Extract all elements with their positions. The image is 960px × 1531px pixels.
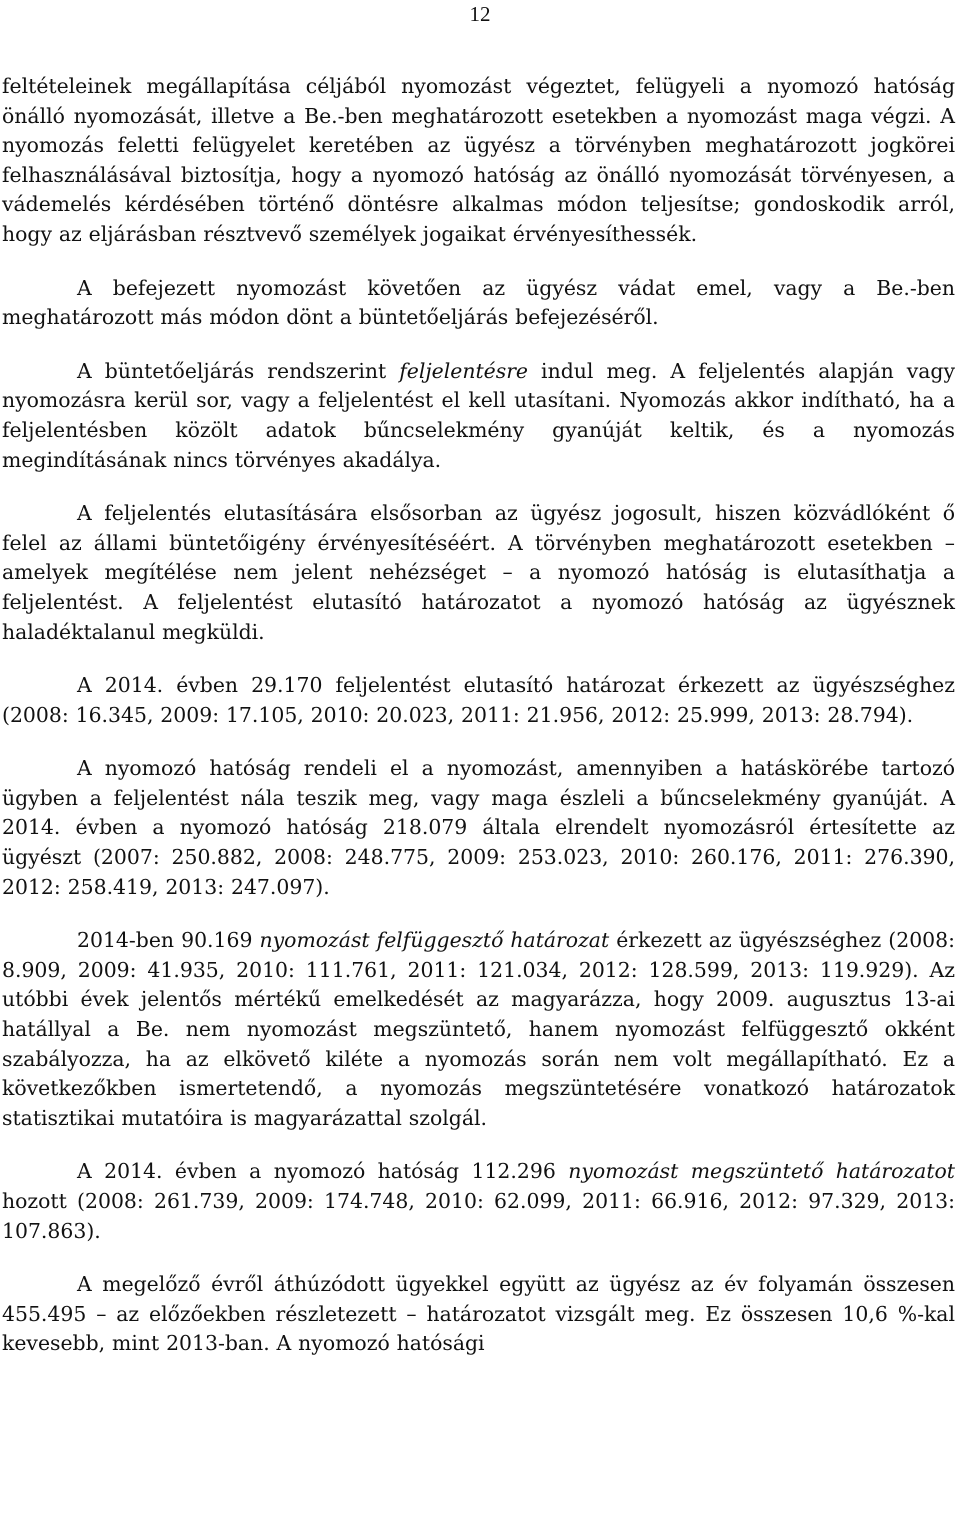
paragraph-7-text-b: érkezett az ügyészséghez (2008: 8.909, 2009: 41.935, 2010: 111.761, 2011: 121.034, 2012: 128.599, 2013: 119.929). Az utóbbi évek jelentős mértékű emelkedését az magyarázza, hogy 2009. augusztus 13-ai hatállyal a Be. nem nyomozást megszüntető, hanem nyomozást felfüggesztő okként szabályozza, ha az elkövető kiléte a nyomozás során nem volt megállapítható. Ez a következőkben ismertetendő, a nyomozás megszüntetésére vonatkozó határozatok statisztikai mutatóira is magyarázattal szolgál. bbox=[2, 928, 955, 1130]
paragraph-7-emphasis: nyomozást felfüggesztő határozat bbox=[259, 928, 610, 953]
paragraph-8 bbox=[2, 1157, 955, 1246]
paragraph-5 bbox=[2, 671, 955, 730]
paragraph-5-text: A 2014. évben 29.170 feljelentést elutasító határozat érkezett az ügyészséghez (2008: 16.345, 2009: 17.105, 2010: 20.023, 2011: 21.956, 2012: 25.999, 2013: 28.794). bbox=[2, 673, 955, 727]
paragraph-8-text-a: A 2014. évben a nyomozó hatóság 112.296 bbox=[77, 1159, 569, 1184]
paragraph-3 bbox=[2, 357, 955, 475]
paragraph-3-emphasis: feljelentésre bbox=[399, 358, 529, 383]
paragraph-9-text: A megelőző évről áthúzódott ügyekkel együtt az ügyész az év folyamán összesen 455.495 – az előzőekben részletezett – határozatot vizsgált meg. Ez összesen 10,6 %-kal kevesebb, mint 2013-ban. A nyomozó hatósági bbox=[2, 1272, 955, 1356]
paragraph-8-text-b: hozott (2008: 261.739, 2009: 174.748, 2010: 62.099, 2011: 66.916, 2012: 97.329, 2013: 107.863). bbox=[2, 1189, 955, 1243]
paragraph-1-text: feltételeinek megállapítása céljából nyomozást végeztet, felügyeli a nyomozó hatóság önálló nyomozását, illetve a Be.-ben meghatározott esetekben a nyomozást maga végzi. A nyomozás feletti felügyelet keretében az ügyész a törvényben meghatározott jogkörei felhasználásával biztosítja, hogy a nyomozó hatóság az önálló nyomozását törvényesen, a vádemelés kérdésében történő döntésre alkalmas módon teljesítse; gondoskodik arról, hogy az eljárásban résztvevő személyek jogaikat érvényesíthessék. bbox=[2, 74, 955, 246]
paragraph-4-text: A feljelentés elutasítására elsősorban az ügyész jogosult, hiszen közvádlóként ő felel az állami büntetőigény érvényesítéséért. A törvényben meghatározott esetekben – amelyek megítélése nem jelent nehézséget – a nyomozó hatóság is elutasíthatja a feljelentést. A feljelentést elutasító határozatot a nyomozó hatóság az ügyésznek haladéktalanul megküldi. bbox=[2, 501, 955, 644]
paragraph-6 bbox=[2, 754, 955, 902]
paragraph-9 bbox=[2, 1270, 955, 1359]
paragraph-2 bbox=[2, 274, 955, 333]
paragraph-2-text: A befejezett nyomozást követően az ügyész vádat emel, vagy a Be.-ben meghatározott más módon dönt a büntetőeljárás befejezéséről. bbox=[2, 275, 955, 330]
paragraph-4 bbox=[2, 499, 955, 647]
paragraph-8-emphasis: nyomozást megszüntető határozatot bbox=[568, 1159, 955, 1184]
paragraph-1 bbox=[2, 72, 955, 250]
paragraph-3-text-b: indul meg. A feljelentés alapján vagy nyomozásra kerül sor, vagy a feljelentést el kell utasítani. Nyomozás akkor indítható, ha a feljelentésben közölt adatok bűncselekmény gyanúját keltik, és a nyomozás megindításának nincs törvényes akadálya. bbox=[2, 358, 956, 472]
paragraph-3-text-a: A büntetőeljárás rendszerint bbox=[77, 358, 400, 383]
paragraph-6-text: A nyomozó hatóság rendeli el a nyomozást, amennyiben a hatáskörébe tartozó ügyben a feljelentést nála teszik meg, vagy maga észleli a bűncselekmény gyanúját. A 2014. évben a nyomozó hatóság 218.079 általa elrendelt nyomozásról értesítette az ügyészt (2007: 250.882, 2008: 248.775, 2009: 253.023, 2010: 260.176, 2011: 276.390, 2012: 258.419, 2013: 247.097). bbox=[2, 756, 955, 899]
paragraph-7-text-a: 2014-ben 90.169 bbox=[77, 928, 260, 953]
paragraph-7 bbox=[2, 926, 955, 1133]
document-body bbox=[2, 72, 955, 1359]
page-number: 12 bbox=[469, 2, 491, 26]
